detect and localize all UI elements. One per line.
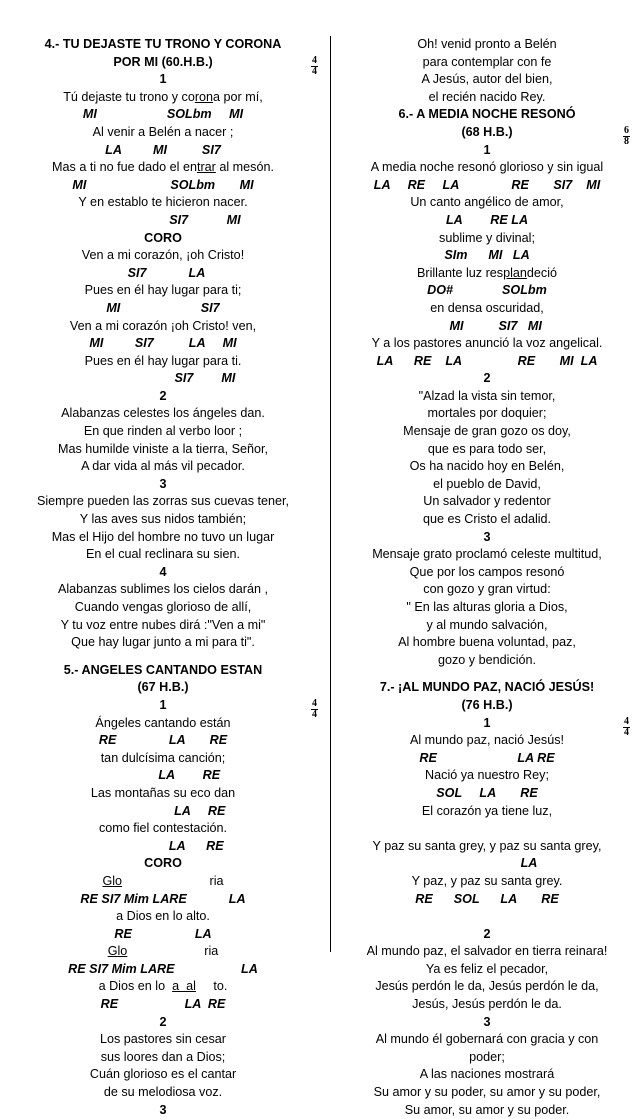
- verse-number: 3: [483, 1014, 491, 1029]
- lyric-line: como fiel contestación.: [98, 821, 228, 836]
- chord-line: LA RE: [105, 768, 221, 783]
- lyric-line: A Jesús, autor del bien,: [421, 72, 553, 87]
- chord-line: SI7 MI: [90, 371, 236, 386]
- song-subtitle: POR MI (60.H.B.) $\frac{4}{4}$: [113, 54, 317, 77]
- song-subtitle: (67 H.B.): [137, 680, 189, 695]
- chord-line: SIm MI LA: [444, 248, 530, 263]
- lyric-line: Un canto angélico de amor,: [410, 195, 564, 210]
- time-signature-numerator: 4: [312, 697, 317, 709]
- chord-line: MI SI7 LA MI: [89, 336, 237, 351]
- lyric-line: Ven a mi corazón, ¡oh Cristo!: [81, 248, 245, 263]
- lyric-line: Mas humilde viniste a la tierra, Señor,: [58, 441, 268, 456]
- lyric-line: a Dios en lo alto.: [116, 909, 210, 924]
- verse-number: 1 $\frac{4}{4}$: [483, 715, 629, 738]
- lyric-line: Nació ya nuestro Rey;: [425, 768, 549, 783]
- lyric-line: Mensaje grato proclamó celeste multitud,: [372, 547, 602, 562]
- lyric-line: el recién nacido Rey.: [428, 89, 546, 104]
- lyric-line: Y a los pastores anunció la voz angelical.: [371, 336, 603, 351]
- chord-line: RE LA RE: [100, 997, 226, 1012]
- chord-line: RE LA RE: [98, 733, 228, 748]
- lyric-line: mortales por doquier;: [427, 406, 547, 421]
- lyric-line: Al mundo paz, nació Jesús!: [409, 733, 564, 748]
- time-signature: [623, 126, 630, 147]
- lyric-line: Y tu voz entre nubes dirá :"Ven a mi": [60, 617, 266, 632]
- lyric-fragment: Tú dejaste tu trono y co: [63, 89, 195, 104]
- lyric-line: A media noche resonó glorioso y sin igual: [370, 160, 604, 175]
- lyric-line: Al mundo paz, el salvador en tierra reinara!: [366, 944, 608, 959]
- underlined-syllable: Glo: [107, 944, 128, 959]
- lyric-line: Al mundo él gobernará con gracia y con: [375, 1032, 599, 1047]
- lyric-line: Alabanzas sublimes los cielos darán ,: [57, 582, 268, 597]
- song-title: 5.- ANGELES CANTANDO ESTAN: [63, 662, 263, 677]
- lyric-line: que es Cristo el adalid.: [422, 512, 552, 527]
- lyric-line: Al venir a Belén a nacer ;: [92, 124, 234, 139]
- lyric-line: Que hay lugar junto a mi para ti".: [71, 635, 255, 650]
- lyric-line: Su amor y su poder, su amor y su poder,: [373, 1085, 601, 1100]
- lyric-line: Mensaje de gran gozo os doy,: [403, 424, 571, 439]
- chord-line: SOL LA RE: [436, 785, 538, 800]
- lyric-fragment: ria: [122, 873, 224, 888]
- lyric-line: Jesús, Jesús perdón le da.: [412, 997, 562, 1012]
- lyric-line: Pues en él hay lugar para ti;: [84, 283, 242, 298]
- underlined-syllable: plan: [503, 265, 527, 280]
- time-signature-numerator: 4: [312, 54, 317, 66]
- lyric-line: Siempre pueden las zorras sus cuevas tener,: [36, 494, 289, 509]
- lyric-line: Ángeles cantando están: [95, 715, 231, 730]
- time-signature-denominator: 4: [624, 726, 629, 738]
- lyric-line: sus loores dan a Dios;: [100, 1049, 226, 1064]
- lyric-line: que es para todo ser,: [427, 441, 547, 456]
- song-subtitle: (68 H.B.) $\frac{6}{8}$: [461, 124, 629, 147]
- lyric-fragment: al mesón.: [215, 160, 274, 175]
- verse-number: 1 $\frac{4}{4}$: [159, 697, 317, 720]
- lyric-line: Que por los campos resonó: [409, 564, 565, 579]
- chord-line: LA RE LA: [445, 212, 529, 227]
- chord-line: MI SI7 MI: [432, 318, 542, 333]
- lyric-line: Jesús perdón le da, Jesús perdón le da,: [375, 979, 599, 994]
- lyric-line: [0, 978, 326, 996]
- column-divider: [330, 36, 331, 952]
- lyric-line: " En las alturas gloria a Dios,: [406, 600, 568, 614]
- lyric-line: A dar vida al más vil pecador.: [81, 459, 245, 474]
- lyric-line: [0, 159, 326, 177]
- chord-line: RE SI7 Mim LARE LA: [80, 891, 246, 906]
- chord-line: LA RE: [102, 838, 224, 853]
- time-signature-denominator: 4: [312, 708, 317, 720]
- lyric-line: el pueblo de David,: [433, 476, 541, 491]
- chord-line: RE LA RE: [419, 750, 555, 765]
- lyric-line: Ven a mi corazón ¡oh Cristo! ven,: [69, 318, 257, 333]
- lyric-fragment: a por mí,: [213, 89, 263, 104]
- verse-number: 2: [483, 926, 491, 941]
- chord-line: LA RE LA RE SI7 MI: [373, 177, 601, 192]
- lyric-line: "Alzad la vista sin temor,: [418, 388, 556, 403]
- underlined-syllable: ron: [194, 89, 214, 104]
- lyric-line: Y las aves sus nidos también;: [79, 512, 247, 527]
- chord-line: RE LA: [114, 926, 212, 941]
- chord-line: LA MI SI7: [105, 142, 221, 157]
- time-signature-denominator: 4: [312, 65, 317, 77]
- verse-number: 3: [159, 476, 167, 491]
- lyric-line: de su melodiosa voz.: [103, 1085, 223, 1100]
- spacer: [336, 820, 638, 838]
- chord-line: LA RE: [100, 803, 226, 818]
- right-column: [336, 36, 638, 1119]
- verse-number: 2: [159, 1014, 167, 1029]
- spacer: [0, 652, 326, 662]
- lyric-line: sublime y divinal;: [439, 230, 535, 245]
- lyric-line: [0, 873, 326, 891]
- lyric-line: Ya es feliz el pecador,: [425, 961, 549, 976]
- chorus-label: CORO: [144, 856, 182, 871]
- lyric-line: Os ha nacido hoy en Belén,: [409, 459, 565, 474]
- lyric-line: En el cual reclinara su sien.: [85, 547, 240, 562]
- lyric-line: El corazón ya tiene luz,: [421, 803, 553, 818]
- lyric-fragment: Mas a ti no fue dado el en: [52, 160, 197, 175]
- lyric-line: Mas el Hijo del hombre no tuvo un lugar: [51, 529, 275, 544]
- song-title: 6.- A MEDIA NOCHE RESONÓ: [398, 107, 576, 122]
- lyric-line: gozo y bendición.: [437, 652, 537, 667]
- lyric-line: y al mundo salvación,: [426, 617, 548, 632]
- lyric-line: Su amor, su amor y su poder.: [404, 1102, 570, 1117]
- song-title: 7.- ¡AL MUNDO PAZ, NACIÓ JESÚS!: [379, 680, 595, 695]
- lyric-fragment: Brillante luz res: [416, 265, 504, 280]
- chord-line: LA: [436, 856, 538, 871]
- lyric-line: Alabanzas celestes los ángeles dan.: [61, 406, 265, 421]
- lyric-line: Y paz, y paz su santa grey.: [411, 873, 563, 888]
- lyric-line: con gozo y gran virtud:: [423, 582, 551, 597]
- lyric-line: Cuán glorioso es el cantar: [89, 1067, 237, 1082]
- chord-line: SI7 LA: [120, 265, 206, 280]
- verse-number: 1: [483, 142, 491, 157]
- spacer: [336, 669, 638, 679]
- time-signature-numerator: 6: [624, 124, 629, 136]
- underlined-syllable: a al: [172, 979, 196, 994]
- lyric-line: Al hombre buena voluntad, paz,: [398, 635, 576, 650]
- verse-number: 4: [159, 564, 167, 579]
- verse-number: 2: [483, 371, 491, 386]
- lyric-line: Las montañas su eco dan: [90, 785, 236, 800]
- lyric-line: Y paz su santa grey, y paz su santa grey,: [372, 838, 602, 853]
- lyric-line: en densa oscuridad,: [430, 300, 544, 315]
- chord-line: RE SOL LA RE: [415, 891, 559, 906]
- lyric-line: [0, 943, 326, 961]
- chord-line: LA RE LA RE MI LA: [376, 353, 598, 368]
- underlined-syllable: Glo: [102, 873, 123, 888]
- time-signature: [311, 56, 318, 77]
- lyric-line: [0, 89, 326, 107]
- lyric-line: [336, 265, 638, 283]
- lyric-line: Y en establo te hicieron nacer.: [78, 195, 248, 210]
- time-signature-denominator: 8: [624, 135, 629, 147]
- lyric-line: para contemplar con fe: [422, 54, 552, 69]
- chord-line: SI7 MI: [85, 212, 241, 227]
- time-signature-numerator: 4: [624, 715, 629, 727]
- song-title: 4.- TU DEJASTE TU TRONO Y CORONA: [44, 37, 282, 51]
- verse-number: 3: [483, 529, 491, 544]
- chord-line: MI SI7: [106, 300, 220, 315]
- lyric-fragment: to.: [195, 979, 228, 994]
- time-signature: [311, 699, 318, 720]
- verse-number: 1: [159, 72, 167, 87]
- lyric-line: poder;: [469, 1049, 505, 1064]
- lyric-line: A las naciones mostrará: [419, 1067, 555, 1082]
- lyric-line: En que rinden al verbo loor ;: [83, 424, 243, 439]
- lyric-line: tan dulcísima canción;: [100, 750, 226, 765]
- lyric-line: Un salvador y redentor: [423, 494, 551, 509]
- verse-number: 2: [159, 388, 167, 403]
- time-signature: [623, 717, 630, 738]
- verse-number: 3: [159, 1102, 167, 1117]
- underlined-syllable: trar: [196, 160, 216, 175]
- lyric-line: Cuando vengas glorioso de allí,: [74, 600, 252, 614]
- lyric-fragment: ria: [127, 944, 219, 959]
- chorus-label: CORO: [144, 230, 182, 245]
- lyric-fragment: deció: [526, 265, 557, 280]
- song-subtitle: (76 H.B.): [461, 697, 513, 712]
- chord-line: MI SOLbm MI: [72, 177, 254, 192]
- chord-line: MI SOLbm MI: [82, 107, 244, 122]
- chord-line: DO# SOLbm: [427, 283, 547, 298]
- lyric-line: Los pastores sin cesar: [100, 1032, 226, 1047]
- lyric-line: Pues en él hay lugar para ti.: [84, 353, 242, 368]
- spacer: [336, 908, 638, 926]
- lyric-fragment: a Dios en lo: [98, 979, 173, 994]
- chord-line: RE SI7 Mim LARE LA: [68, 961, 258, 976]
- lyric-line: Oh! venid pronto a Belén: [417, 37, 557, 51]
- left-column: [0, 36, 326, 1119]
